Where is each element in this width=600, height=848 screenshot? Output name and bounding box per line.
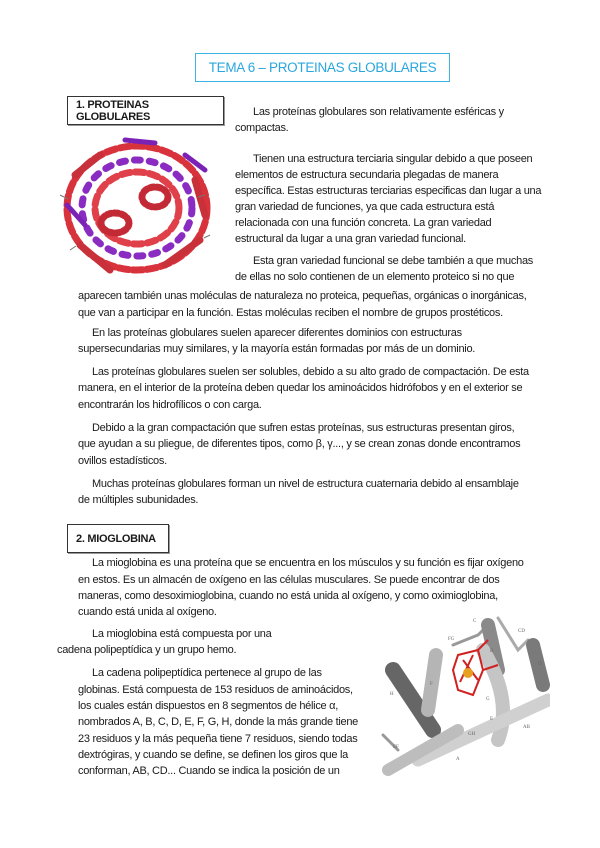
helix-label: GH — [468, 732, 476, 737]
paragraph-line: elementos de estructura secundaria plegadas de manera — [235, 169, 499, 181]
paragraph-line: maneras, como desoximioglobina, cuando no está unida al oxígeno, y como oximioglobina, — [78, 590, 498, 602]
paragraph-line: Muchas proteínas globulares forman un nivel de estructura cuaternaria debido al ensamblaje — [92, 478, 519, 490]
helix-label: FG — [448, 637, 455, 642]
helix-label: A — [456, 757, 460, 762]
paragraph-line: de múltiples subunidades. — [78, 494, 199, 506]
paragraph-line: dextrógiras, y cuando se define, se definen los giros que la — [78, 749, 348, 761]
helix-label: H — [390, 692, 394, 697]
paragraph-line: conforman, AB, CD... Cuando se indica la posición de un — [78, 765, 340, 777]
paragraph-line: estructural da lugar a una gran variedad funcional. — [235, 233, 466, 245]
paragraph-line: globinas. Está compuesta de 153 residuos de aminoácidos, — [78, 684, 353, 696]
paragraph-line: Tienen una estructura terciaria singular debido a que poseen — [253, 153, 533, 165]
paragraph-line: de ellas no solo contienen de un elemento proteico si no que — [235, 271, 515, 283]
section-1-heading: 1. PROTEINAS GLOBULARES — [76, 98, 151, 123]
paragraph-line: En las proteínas globulares suelen aparecer diferentes dominios con estructuras — [92, 327, 462, 339]
paragraph-line: nombrados A, B, C, D, E, F, G, H, donde la más grande tiene — [78, 716, 359, 728]
helix-label: C — [473, 619, 477, 624]
paragraph-line: los cuales están dispuestos en 8 segmentos de hélice α, — [78, 700, 339, 712]
paragraph-line: aparecen también unas moléculas de naturaleza no proteica, pequeñas, orgánicas o inorgánicas, — [78, 290, 527, 302]
paragraph-line: que van a participar en la función. Estas moléculas reciben el nombre de grupos prostéticos. — [78, 307, 503, 319]
paragraph-line: La cadena polipeptídica pertenece al grupo de las — [92, 667, 322, 679]
helix-label: AB — [523, 725, 530, 730]
paragraph-line: La mioglobina es una proteína que se encuentra en los músculos y su función es fijar oxígeno — [92, 557, 524, 569]
helix-label: D — [538, 662, 542, 667]
globular-protein-image — [55, 135, 218, 281]
helix-label: E — [490, 717, 494, 722]
myoglobin-structure-image — [378, 610, 550, 778]
paragraph-line: Debido a la gran compactación que sufren estas proteínas, sus estructuras presentan giros, — [92, 422, 515, 434]
document-title: TEMA 6 – PROTEINAS GLOBULARES — [208, 60, 437, 75]
paragraph-line: Esta gran variedad funcional se debe también a que muchas — [253, 255, 534, 267]
document-title-box — [195, 53, 450, 82]
paragraph-line: gran variedad de funciones, ya que cada estructura está — [235, 201, 495, 213]
section-1-heading-box — [67, 96, 224, 125]
paragraph-line: supersecundarias muy similares, y la mayoría están formadas por más de un dominio. — [78, 343, 476, 355]
paragraph-line: manera, en el interior de la proteína deben quedar los aminoácidos hidrófobos y en el exterior se — [78, 382, 523, 394]
paragraph-line: compactas. — [235, 122, 289, 134]
paragraph-line: cadena polipeptídica y un grupo hemo. — [57, 644, 237, 656]
paragraph-line: relacionada con una función concreta. La gran variedad — [235, 217, 492, 229]
paragraph-line: específica. Estas estructuras terciarias especificas dan lugar a una — [235, 185, 542, 197]
helix-label: EF — [393, 745, 399, 750]
paragraph-line: Las proteínas globulares son relativamente esféricas y — [253, 106, 504, 118]
paragraph-line: encontrarán los hidrofílicos o con carga. — [78, 399, 262, 411]
helix-label: B — [490, 649, 494, 654]
helix-label: G — [486, 697, 490, 702]
paragraph-line: Las proteínas globulares suelen ser solubles, debido a su alto grado de compactación. De esta — [92, 366, 529, 378]
paragraph-line: ovillos estadísticos. — [78, 455, 167, 467]
section-2-heading-box — [67, 524, 169, 553]
paragraph-line: La mioglobina está compuesta por una — [92, 628, 272, 640]
paragraph-line: cuando está unida al oxígeno. — [78, 606, 217, 618]
section-2-heading: 2. MIOGLOBINA — [76, 532, 156, 545]
helix-label: F — [430, 682, 433, 687]
helix-label: CD — [518, 629, 525, 634]
paragraph-line: 23 residuos y la más pequeña tiene 7 residuos, siendo todas — [78, 733, 358, 745]
paragraph-line: en estos. Es un almacén de oxígeno en las células musculares. Se puede encontrar de dos — [78, 574, 500, 586]
paragraph-line: que ayudan a su pliegue, de diferentes tipos, como β, γ..., y se crean zonas donde encontramos — [78, 438, 521, 450]
